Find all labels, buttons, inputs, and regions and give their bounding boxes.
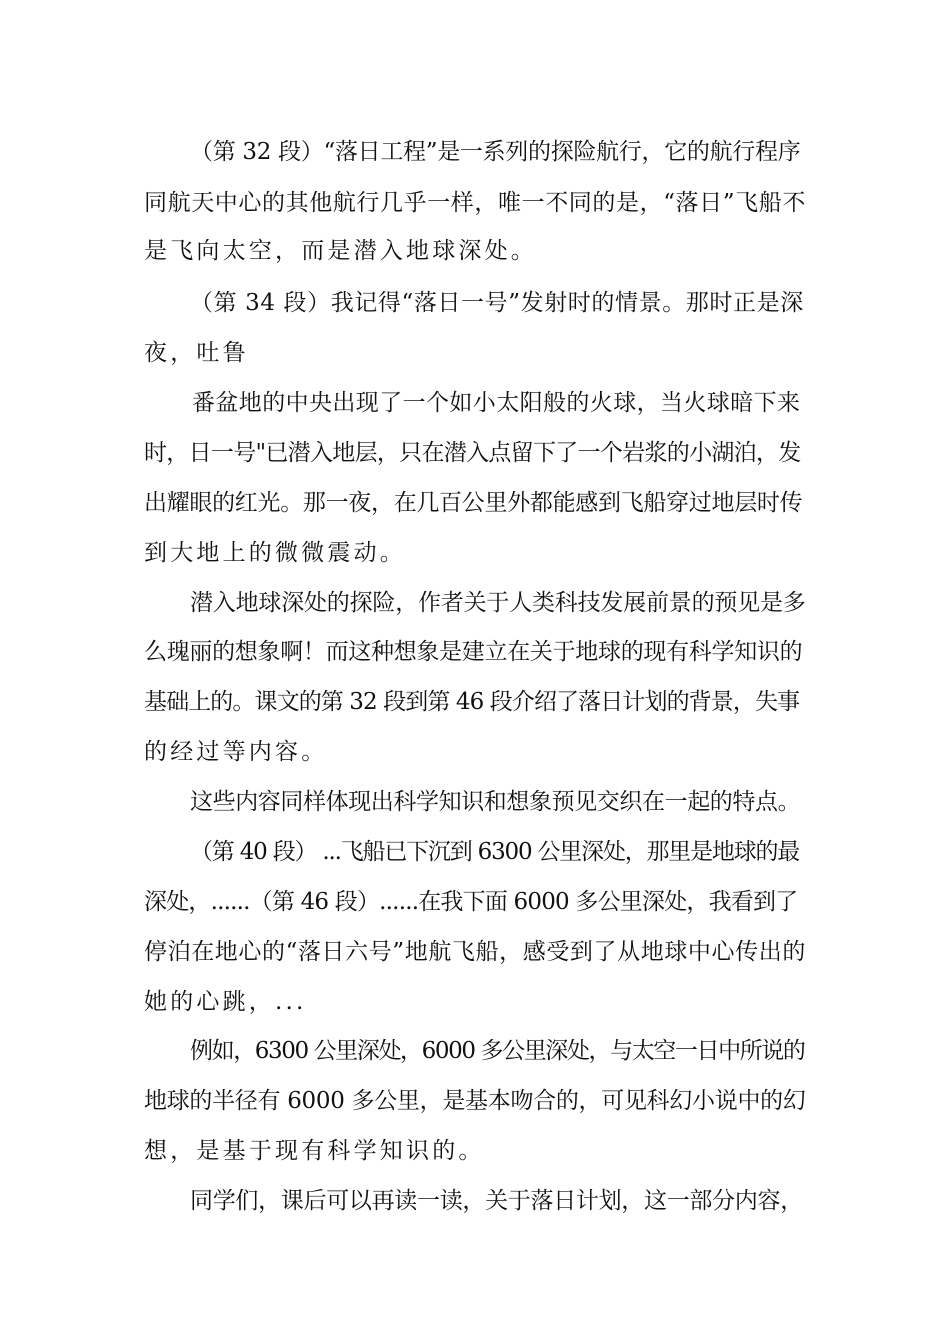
text-line: 同航天中心的其他航行几乎一样，唯一不同的是，“落日”飞船不: [144, 190, 806, 216]
text-line: （第 32 段）“落日工程”是一系列的探险航行，它的航行程序: [190, 139, 801, 165]
text-line: 想，是基于现有科学知识的。: [144, 1138, 485, 1164]
text-line: 地球的半径有 6000 多公里，是基本吻合的，可见科幻小说中的幻: [144, 1088, 806, 1114]
text-line: 她的心跳，...: [144, 989, 307, 1015]
text-line: 夜，吐鲁: [144, 340, 249, 366]
text-line: 停泊在地心的“落日六号”地航飞船，感受到了从地球中心传出的: [144, 939, 806, 965]
text-line: 潜入地球深处的探险，作者关于人类科技发展前景的预见是多: [190, 590, 806, 616]
text-line: 到大地上的微微震动。: [144, 540, 406, 566]
text-line: 出耀眼的红光。那一夜，在几百公里外都能感到飞船穿过地层时传: [144, 490, 803, 516]
text-line: （第 34 段）我记得“落日一号”发射时的情景。那时正是深: [190, 290, 804, 316]
text-line: 同学们，课后可以再读一读，关于落日计划，这一部分内容，: [190, 1188, 803, 1214]
text-line: 深处，......（第 46 段）......在我下面 6000 多公里深处，我看到了: [144, 889, 798, 915]
text-line: 例如，6300 公里深处，6000 多公里深处，与太空一日中所说的: [190, 1038, 805, 1064]
text-line: 的经过等内容。: [144, 739, 328, 765]
text-line: 这些内容同样体现出科学知识和想象预见交织在一起的特点。: [190, 789, 801, 815]
text-line: 番盆地的中央出现了一个如小太阳般的火球，当火球暗下来: [192, 390, 801, 416]
text-line: 时，日一号"已潜入地层，只在潜入点留下了一个岩浆的小湖泊，发: [144, 440, 801, 466]
text-line: 是飞向太空，而是潜入地球深处。: [144, 238, 537, 264]
text-line: 么瑰丽的想象啊！而这种想象是建立在关于地球的现有科学知识的: [144, 639, 803, 665]
text-line: （第 40 段） ...飞船已下沉到 6300 公里深处，那里是地球的最: [190, 839, 800, 865]
text-line: 基础上的。课文的第 32 段到第 46 段介绍了落日计划的背景，失事: [144, 689, 800, 715]
